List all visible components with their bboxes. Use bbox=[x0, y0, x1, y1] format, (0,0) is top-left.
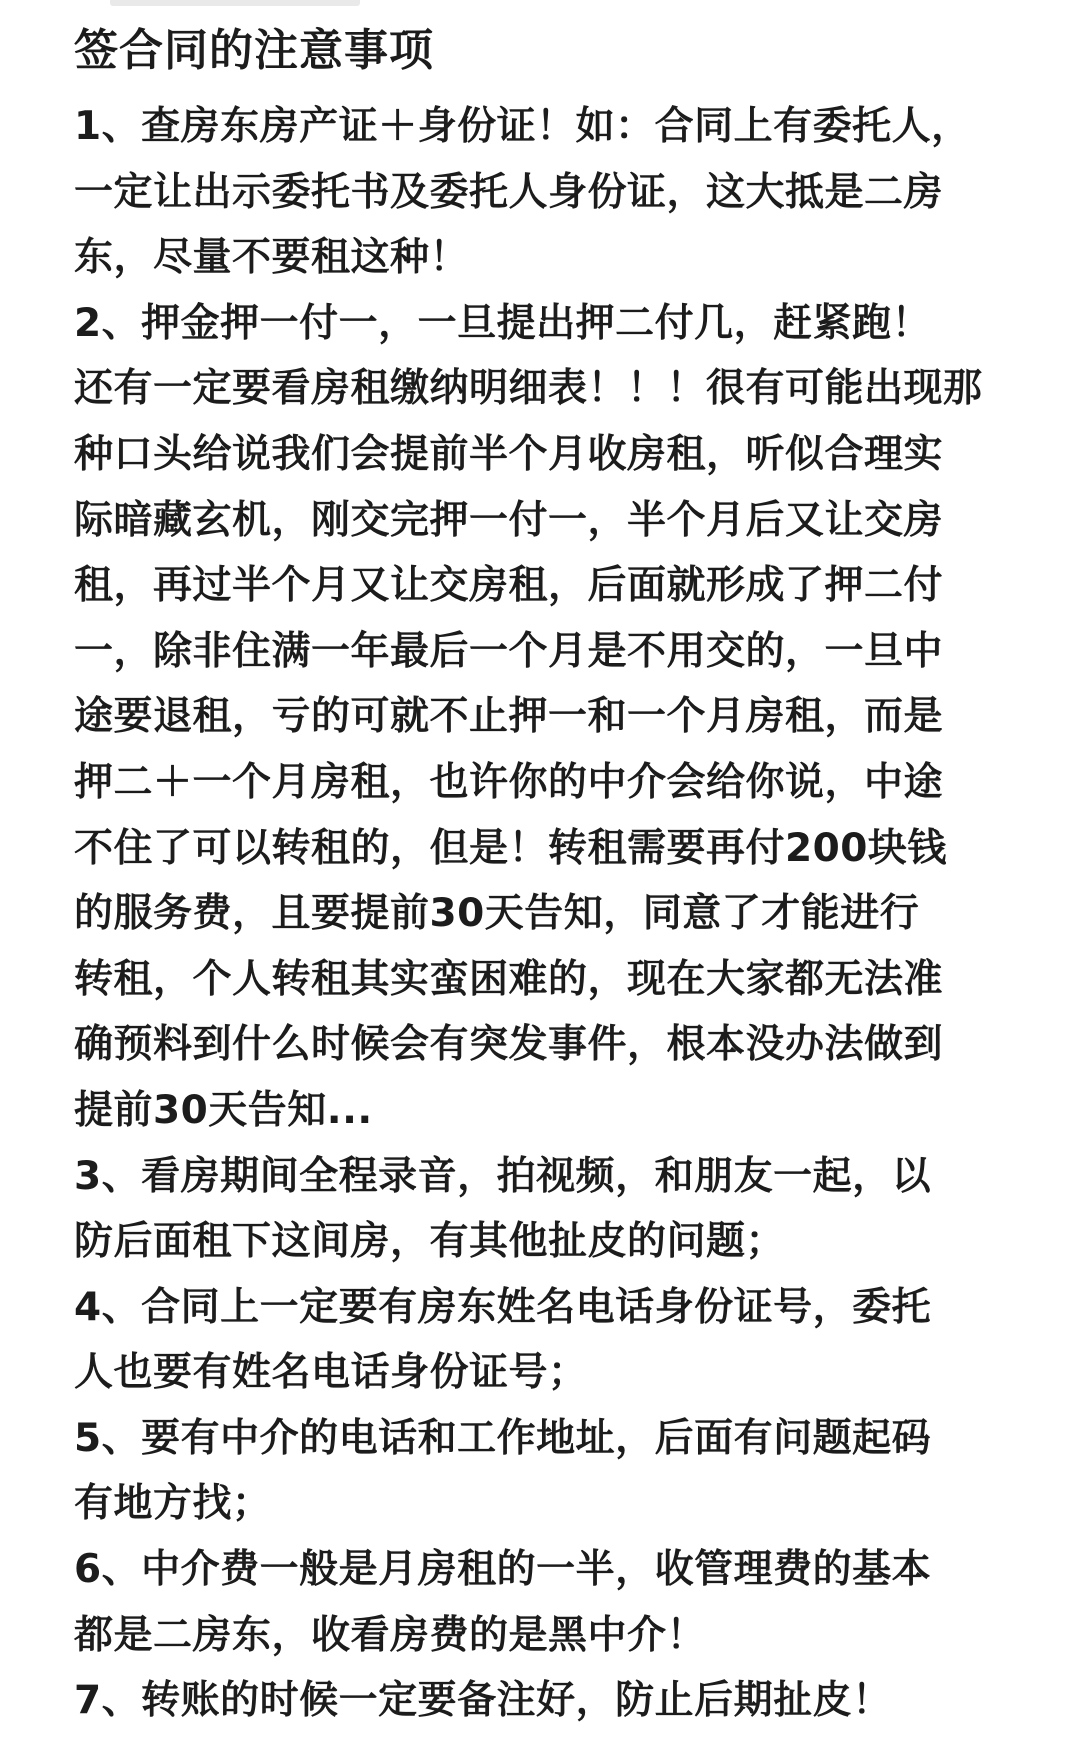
body-line: 途要退租，亏的可就不止押一和一个月房租，而是 bbox=[74, 694, 944, 740]
article-body bbox=[74, 94, 1034, 1734]
body-line: 6、中介费一般是月房租的一半，收管理费的基本 bbox=[74, 1547, 932, 1593]
body-line: 都是二房东，收看房费的是黑中介！ bbox=[74, 1612, 707, 1658]
body-line: 1、查房东房产证＋身份证！如：合同上有委托人， bbox=[74, 104, 971, 149]
body-line: 转租，个人转租其实蛮困难的，现在大家都无法准 bbox=[74, 956, 944, 1002]
body-line: 确预料到什么时候会有突发事件，根本没办法做到 bbox=[74, 1022, 944, 1068]
body-line: 押二＋一个月房租，也许你的中介会给你说，中途 bbox=[74, 759, 944, 805]
body-line: 7、转账的时候一定要备注好，防止后期扯皮！ bbox=[74, 1678, 892, 1724]
article-title: 签合同的注意事项 bbox=[74, 25, 434, 76]
body-line: 4、合同上一定要有房东姓名电话身份证号，委托 bbox=[74, 1284, 932, 1330]
body-line: 东，尽量不要租这种！ bbox=[74, 235, 470, 281]
body-line: 人也要有姓名电话身份证号； bbox=[74, 1350, 588, 1396]
body-line: 一，除非住满一年最后一个月是不用交的，一旦中 bbox=[74, 628, 944, 674]
body-line: 际暗藏玄机，刚交完押一付一，半个月后又让交房 bbox=[74, 497, 944, 543]
body-line: 3、看房期间全程录音，拍视频，和朋友一起，以 bbox=[74, 1153, 932, 1199]
article bbox=[74, 8, 1034, 1734]
body-line: 种口头给说我们会提前半个月收房租，听似合理实 bbox=[74, 431, 944, 477]
body-line: 2、押金押一付一，一旦提出押二付几，赶紧跑！ bbox=[74, 300, 932, 346]
body-line: 租，再过半个月又让交房租，后面就形成了押二付 bbox=[74, 563, 944, 609]
body-line: 的服务费，且要提前30天告知，同意了才能进行 bbox=[74, 891, 920, 937]
body-line: 有地方找； bbox=[74, 1481, 272, 1527]
body-line: 一定让出示委托书及委托人身份证，这大抵是二房 bbox=[74, 169, 944, 215]
cropped-header-remnant bbox=[110, 0, 360, 6]
body-line: 还有一定要看房租缴纳明细表！！！很有可能出现那 bbox=[74, 366, 983, 412]
body-line: 5、要有中介的电话和工作地址，后面有问题起码 bbox=[74, 1415, 932, 1461]
body-line: 防后面租下这间房，有其他扯皮的问题； bbox=[74, 1219, 786, 1265]
body-line: 提前30天告知... bbox=[74, 1087, 373, 1133]
body-line: 不住了可以转租的，但是！转租需要再付200块钱 bbox=[74, 825, 947, 871]
